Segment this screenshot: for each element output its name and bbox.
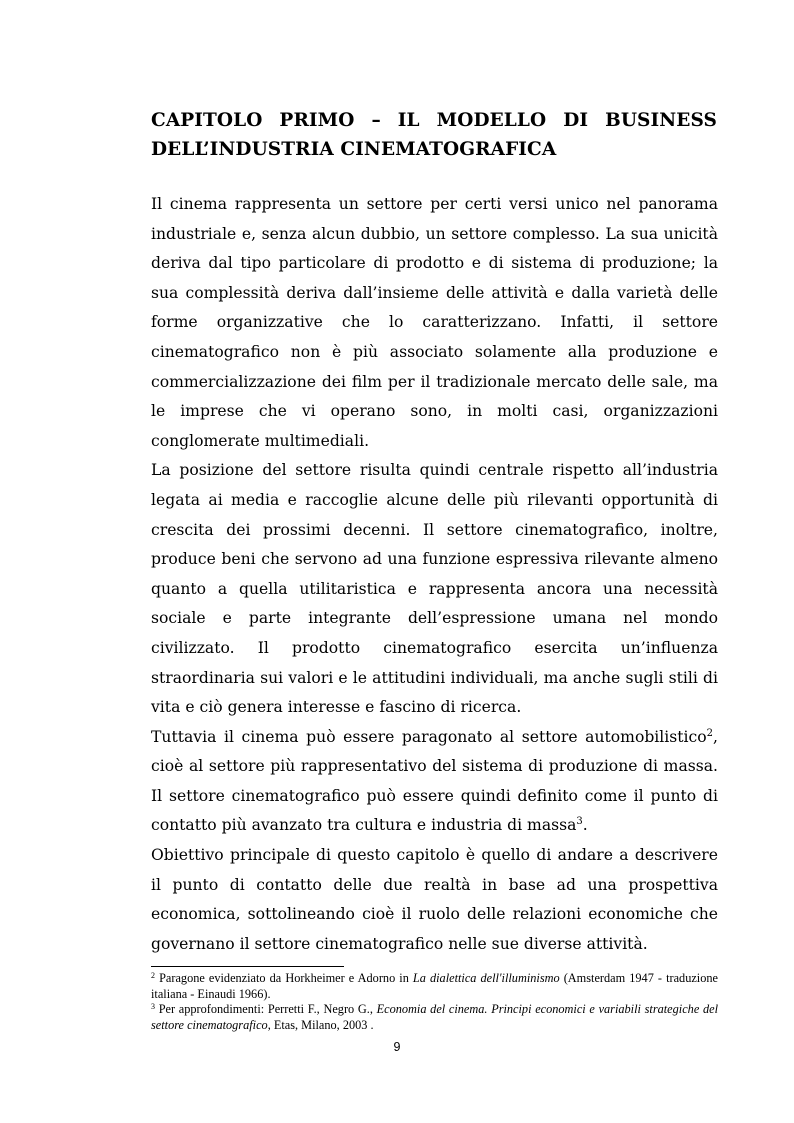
paragraph-3-part-a: Tuttavia il cinema può essere paragonato al settore automobilistico: [151, 727, 707, 746]
footnote-2-mark: 2: [151, 971, 155, 980]
footnote-3-mark: 3: [151, 1002, 155, 1011]
footnote-2-text-b: (Amsterdam 1947 - traduzione italiana - Einaudi 1966).: [151, 971, 718, 1001]
footnote-divider: [151, 966, 344, 967]
footnote-ref-2[interactable]: 2: [706, 727, 714, 739]
footnotes: [151, 971, 718, 1033]
paragraph-3: [151, 723, 718, 841]
footnote-2: [151, 971, 718, 1002]
page-number: 9: [393, 1040, 401, 1054]
body-text: [151, 190, 718, 959]
footnote-2-text-a: Paragone evidenziato da Horkheimer e Adorno in: [155, 971, 413, 985]
paragraph-3-part-c: .: [582, 816, 588, 835]
footnote-3: [151, 1002, 718, 1033]
chapter-title: [151, 106, 717, 164]
paragraph-1: Il cinema rappresenta un settore per certi versi unico nel panorama industriale e, senza alcun dubbio, un settore complesso. La sua unicità deriva dal tipo particolare di prodotto e di sistema di produzione; la sua complessità deriva dall’insieme delle attività e dalla varietà delle forme organizzative che lo caratterizzano. Infatti, il settore cinematografico non è più associato solamente alla produzione e commercializzazione dei film per il tradizionale mercato delle sale, ma le imprese che vi operano sono, in molti casi, organizzazioni conglomerate multimediali.: [151, 195, 718, 450]
paragraph-4: Obiettivo principale di questo capitolo è quello di andare a descrivere il punto di contatto delle due realtà in base ad una prospettiva economica, sottolineando cioè il ruolo delle relazioni economiche che governano il settore cinematografico nelle sue diverse attività.: [151, 846, 718, 953]
footnote-2-title: La dialettica dell'illuminismo: [412, 971, 560, 985]
footnote-3-title: Economia del cinema. Principi economici e variabili strategiche del settore cinematografico: [151, 1002, 718, 1032]
footnote-3-text-a: Per approfondimenti: Perretti F., Negro G.,: [155, 1002, 377, 1016]
footnote-3-text-b: , Etas, Milano, 2003 .: [267, 1017, 374, 1032]
chapter-title-line1: CAPITOLO PRIMO – IL MODELLO DI BUSINESS: [151, 110, 717, 132]
chapter-title-line2: DELL’INDUSTRIA CINEMATOGRAFICA: [151, 139, 557, 161]
paragraph-3-part-b: , cioè al settore più rappresentativo del sistema di produzione di massa. Il settore cinematografico può essere quindi definito come il punto di contatto più avanzato tra cultura e industria di massa: [151, 727, 718, 835]
paragraph-2: La posizione del settore risulta quindi centrale rispetto all’industria legata ai media e raccoglie alcune delle più rilevanti opportunità di crescita dei prossimi decenni. Il settore cinematografico, inoltre, produce beni che servono ad una funzione espressiva rilevante almeno quanto a quella utilitaristica e rappresenta ancora una necessità sociale e parte integrante dell’espressione umana nel mondo civilizzato. Il prodotto cinematografico esercita un’influenza straordinaria sui valori e le attitudini individuali, ma anche sugli stili di vita e ciò genera interesse e fascino di ricerca.: [151, 461, 718, 717]
footnote-ref-3[interactable]: 3: [576, 816, 583, 828]
